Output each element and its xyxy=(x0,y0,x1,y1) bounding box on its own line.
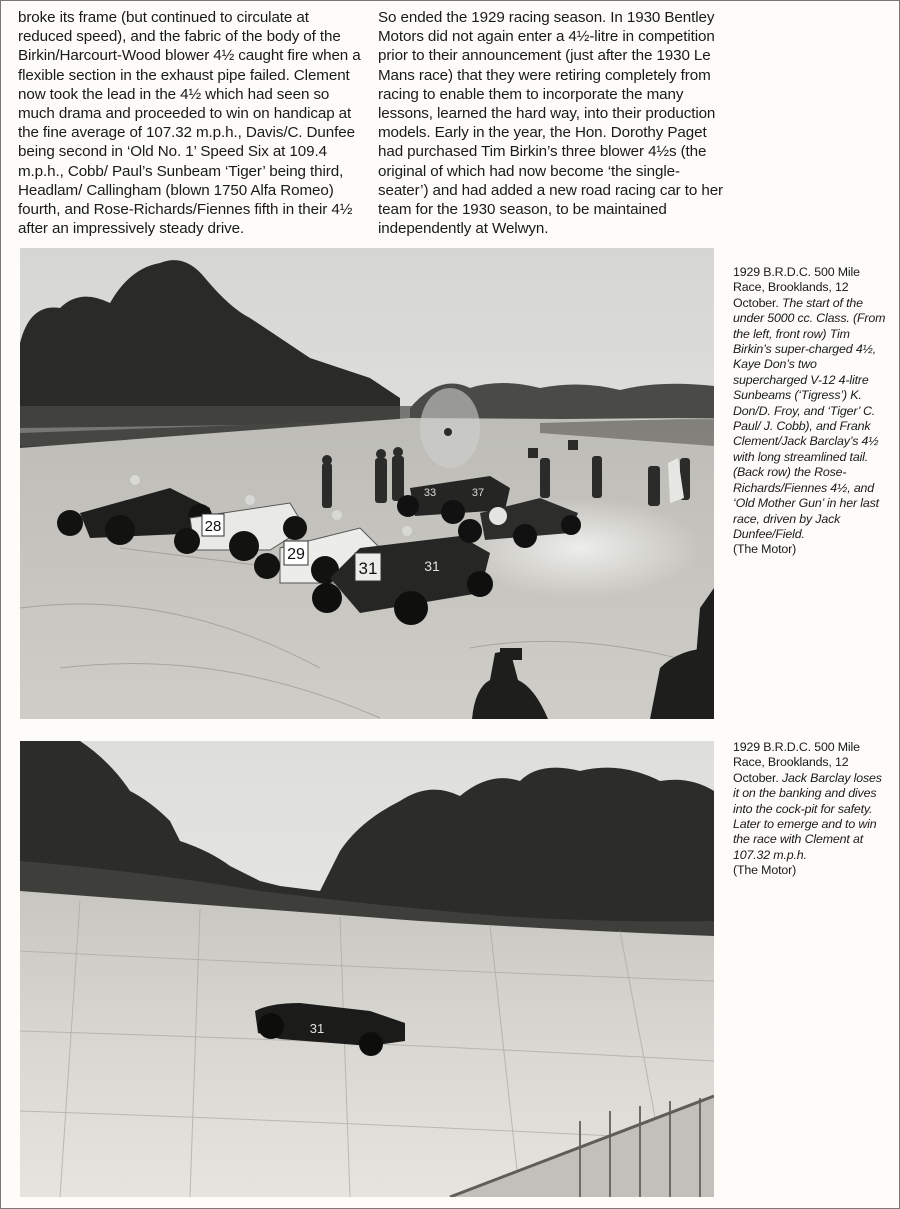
car-number-31-side: 31 xyxy=(424,558,440,574)
caption-description: Jack Barclay loses it on the banking and dives into the cock-pit for safety. Later to emerge and to win the race with Clement at 107.32 m.p.h. xyxy=(733,770,882,862)
car-number-29: 29 xyxy=(287,546,305,563)
caption-lead: 1929 B.R.D.C. 500 Mile Race, Brooklands, 12 October. xyxy=(733,740,860,785)
article-column-left: broke its frame (but continued to circulate at reduced speed), and the fabric of the body of the Birkin/Harcourt-Wood blower 4½ caught fire when a flexible section in the exhaust pipe failed. Clement now took the lead in the 4½ which had seen so much drama and proceeded to win on handicap at the fine average of 107.32 m.p.h., Davis/C. Dunfee being second in ‘Old No. 1’ Speed Six at 109.4 m.p.h., Cobb/ Paul’s Sunbeam ‘Tiger’ being third, Headlam/ Callingham (blown 1750 Alfa Romeo) fourth, and Rose-Richards/Fiennes fifth in their 4½ after an impressively steady drive. xyxy=(18,9,361,238)
car-number-31: 31 xyxy=(358,559,378,578)
caption-lead: 1929 B.R.D.C. 500 Mile Race, Brooklands, 12 October. xyxy=(733,265,860,310)
caption-banking xyxy=(733,740,891,879)
car-number-37: 37 xyxy=(471,487,485,499)
caption-description: The start of the under 5000 cc. Class. (From the left, front row) Tim Birkin’s super-charged 4½, Kaye Don’s two supercharged V-12 4-litre Sunbeams (‘Tigress’) K. Don/D. Froy, and ‘Tiger’ C. Paul/ J. Cobb), and Frank Clement/Jack Barclay’s 4½ with long streamlined tail. (Back row) the Rose-Richards/Fiennes 4½, and ‘Old Mother Gun’ in her last race, driven by Jack Dunfee/Field. xyxy=(733,295,886,541)
photo-race-start xyxy=(20,248,714,719)
car-number-31-banking: 31 xyxy=(309,1021,325,1036)
article-column-right: So ended the 1929 racing season. In 1930 Bentley Motors did not again enter a 4½-litre in competition prior to their announcement (just after the 1930 Le Mans race) that they were retiring completely from racing to enable them to incorporate the many lessons, learned the hard way, into their production models. Early in the year, the Hon. Dorothy Paget had purchased Tim Birkin’s three blower 4½s (the original of which had now become ‘the single-seater’) and had added a new road racing car to her team for the 1930 season, to be maintained independently at Welwyn. xyxy=(378,9,723,238)
caption-race-start xyxy=(733,265,891,558)
car-number-28: 28 xyxy=(204,518,222,535)
car-number-33: 33 xyxy=(423,487,437,499)
caption-credit: (The Motor) xyxy=(733,863,797,878)
photo-banking xyxy=(20,741,714,1197)
caption-credit: (The Motor) xyxy=(733,542,797,557)
